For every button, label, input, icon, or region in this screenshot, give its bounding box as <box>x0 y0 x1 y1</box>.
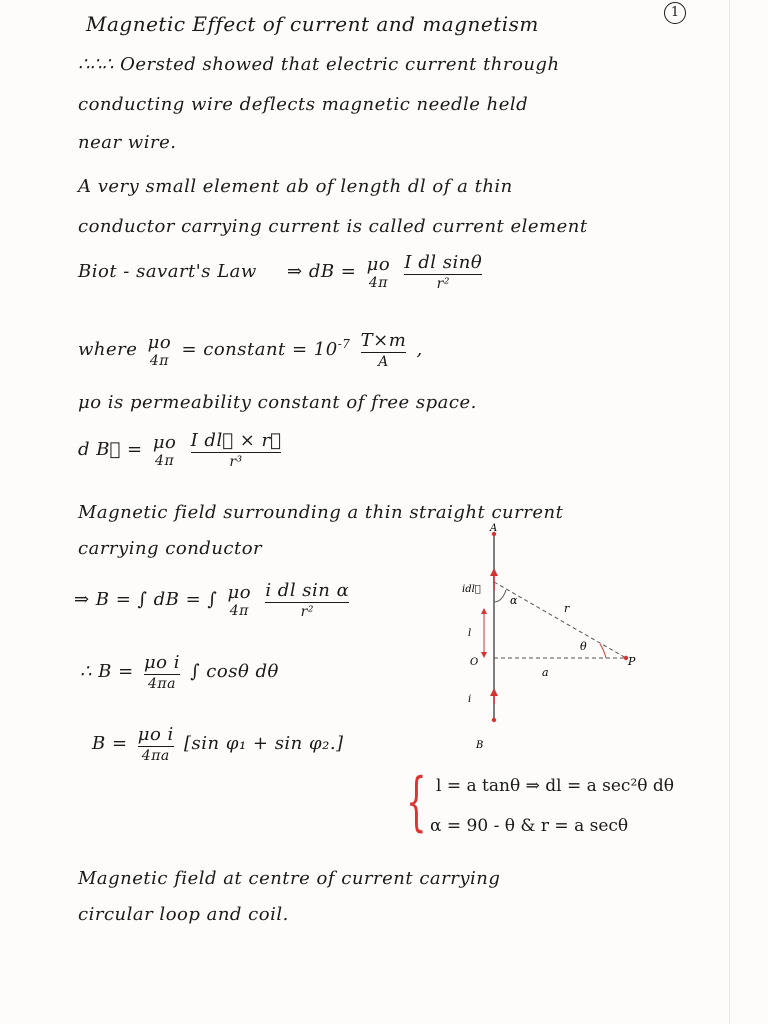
where-label: where <box>78 339 138 360</box>
page-edge <box>729 0 730 1024</box>
title: Magnetic Effect of current and magnetism <box>86 12 539 36</box>
where-comma: , <box>416 339 423 360</box>
cos-fraction: $\frac{\text{μo i}}{4\pi a}$ <box>143 652 180 692</box>
sin-rhs: [sin φ₁ + sin φ₂.] <box>184 733 344 754</box>
red-brace: { <box>406 765 427 839</box>
label-o: O <box>470 657 479 668</box>
biot-arrow: ⇒ dB = <box>287 261 357 282</box>
oersted-line-3: near wire. <box>78 132 177 153</box>
element-line-2: conductor carrying current is called current element <box>78 216 588 237</box>
oersted-line-1: ∴∴∴ Oersted showed that electric current through <box>78 54 560 75</box>
vector-form-line <box>78 430 285 470</box>
straight-conductor-diagram <box>440 520 660 750</box>
note-line-2: α = 90 - θ & r = a secθ <box>430 816 629 836</box>
cos-rhs: ∫ cosθ dθ <box>190 661 279 682</box>
straight-conductor-line-1: Magnetic field surrounding a thin straight current <box>78 502 564 523</box>
sin-result-line <box>92 724 344 764</box>
straight-conductor-line-2: carrying conductor <box>78 538 263 559</box>
cos-integral-line <box>80 652 279 692</box>
label-alpha: α <box>510 594 518 607</box>
label-l: l <box>468 628 472 639</box>
vector-fraction-1: μo 4π <box>152 431 177 469</box>
biot-fraction-1: μo 4π <box>366 253 391 291</box>
current-arrowhead <box>490 688 498 696</box>
alpha-arc <box>494 590 506 602</box>
biot-savart-line <box>78 252 486 292</box>
sin-fraction: $\frac{\text{μo i}}{4\pi a}$ <box>137 724 174 764</box>
where-unit: $\frac{T\times m}{A}$ <box>360 330 407 370</box>
label-a-end: A <box>490 523 498 534</box>
where-fraction: μo 4π <box>147 331 172 369</box>
length-arrowhead-top <box>481 608 487 614</box>
label-idl: idl⃗ <box>462 584 481 595</box>
integral-line <box>74 580 353 620</box>
label-r: r <box>564 602 570 615</box>
biot-fraction-2: $\frac{\text{I dl sinθ}}{\text{r²}}$ <box>404 252 483 292</box>
page-number: 1 <box>664 2 686 24</box>
permeability-line: μo is permeability constant of free space. <box>78 392 477 413</box>
element-line-1: A very small element ab of length dl of a thin <box>78 176 513 197</box>
circular-loop-line-2: circular loop and coil. <box>78 904 289 925</box>
end-point-b <box>492 718 496 722</box>
label-b-end: B <box>476 740 484 750</box>
where-exponent: -7 <box>337 337 351 351</box>
circular-loop-line-1: Magnetic field at centre of current carrying <box>78 868 501 889</box>
where-equation: = constant = 10 <box>181 339 338 360</box>
vector-fraction-2: $\frac{\text{I dl⃗ × r⃗}}{\text{r³}}$ <box>190 430 282 470</box>
integral-lhs: ⇒ B = ∫ dB = ∫ <box>74 589 218 610</box>
vector-lhs: d B⃗ = <box>78 439 143 460</box>
current-element-arrowhead <box>490 568 498 576</box>
length-arrowhead-bottom <box>481 652 487 658</box>
label-theta: θ <box>580 640 587 653</box>
integral-fraction-1: μo 4π <box>227 581 252 619</box>
biot-label: Biot - savart's Law <box>78 261 257 282</box>
cos-lhs: ∴ B = <box>80 661 134 682</box>
sin-lhs: B = <box>92 733 128 754</box>
where-line <box>78 330 423 370</box>
label-distance-a: a <box>542 666 549 679</box>
oersted-line-2: conducting wire deflects magnetic needle held <box>78 94 529 115</box>
label-i: i <box>468 694 472 705</box>
note-line-1: l = a tanθ ⇒ dl = a sec²θ dθ <box>436 776 675 796</box>
label-p: P <box>628 655 636 668</box>
integral-fraction-2: $\frac{\text{i dl sin α}}{\text{r²}}$ <box>265 580 350 620</box>
